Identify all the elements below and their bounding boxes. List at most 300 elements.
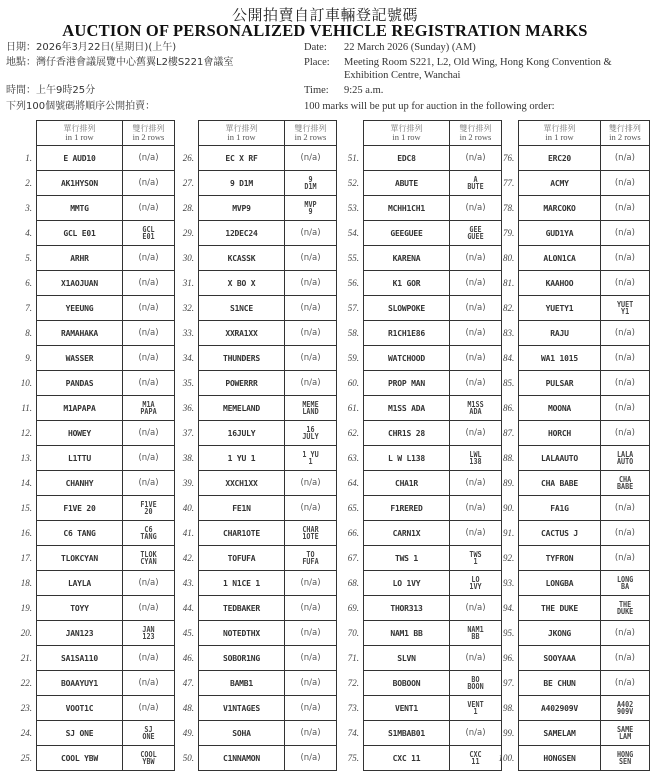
double-line-2: BOON [467, 682, 484, 691]
double-na: (n/a) [138, 428, 159, 438]
double-line-2: 138 [469, 457, 482, 466]
table-row [8, 496, 175, 521]
mark-double-row [123, 746, 175, 771]
mark-single-row: F1RERED [364, 496, 450, 521]
table-row [170, 696, 337, 721]
double-na: (n/a) [300, 253, 321, 263]
header-double-zh: 雙行排列 [608, 124, 641, 133]
double-line-1: C6 [144, 524, 153, 534]
mark-double-row [285, 371, 337, 396]
mark-single-row: SOHA [199, 721, 285, 746]
mark-number: 60. [347, 378, 359, 388]
header-double-en: in 2 rows [294, 132, 327, 142]
double-na: (n/a) [138, 453, 159, 463]
table-row [335, 546, 502, 571]
double-na: (n/a) [614, 228, 635, 238]
double-line-1: SAME [616, 724, 634, 734]
double-na: (n/a) [465, 528, 486, 538]
table-row [8, 171, 175, 196]
mark-number: 47. [182, 678, 194, 688]
double-na: (n/a) [465, 728, 486, 738]
mark-number: 67. [347, 553, 359, 563]
table-header-row [491, 121, 650, 146]
double-line-2: AUTO [616, 457, 634, 466]
mark-number: 23. [20, 703, 32, 713]
mark-number: 12. [20, 428, 32, 438]
double-na: (n/a) [138, 178, 159, 188]
mark-number: 66. [347, 528, 359, 538]
mark-single-row: M1APAPA [37, 396, 123, 421]
mark-number: 77. [502, 178, 515, 188]
mark-number: 30. [182, 253, 194, 263]
mark-double-row [123, 346, 175, 371]
page-title-zh: 公開拍賣自訂車輛登記號碼 [231, 6, 418, 24]
mark-single-row: TOFUFA [199, 546, 285, 571]
double-na: (n/a) [300, 228, 321, 238]
double-na: (n/a) [614, 378, 635, 388]
double-na: (n/a) [465, 253, 486, 263]
double-line-2: YBW [142, 757, 155, 766]
double-na: (n/a) [614, 203, 635, 213]
double-na: (n/a) [138, 478, 159, 488]
table-row [335, 496, 502, 521]
mark-double-row [123, 296, 175, 321]
mark-double-row [285, 346, 337, 371]
mark-double-row [600, 746, 649, 771]
table-row [491, 146, 650, 171]
mark-number: 46. [182, 653, 194, 663]
mark-single-row: HOWEY [37, 421, 123, 446]
double-na: (n/a) [465, 303, 486, 313]
mark-single-row: SLOWPOKE [364, 296, 450, 321]
header-double-row [285, 121, 337, 146]
table-row [8, 671, 175, 696]
mark-single-row: L1TTU [37, 446, 123, 471]
table-row [8, 271, 175, 296]
table-row [170, 246, 337, 271]
double-na: (n/a) [300, 378, 321, 388]
mark-single-row: FE1N [199, 496, 285, 521]
double-line-1: 16 [306, 424, 315, 434]
mark-number: 87. [502, 428, 515, 438]
double-line-1: A [473, 174, 478, 184]
mark-number: 90. [502, 503, 515, 513]
mark-single-row: CXC 11 [364, 746, 450, 771]
table-row [8, 396, 175, 421]
double-line-2: PAPA [140, 407, 157, 416]
mark-single-row: KAAHOO [519, 271, 601, 296]
mark-single-row: POWERRR [199, 371, 285, 396]
mark-number: 26. [182, 153, 194, 163]
double-na: (n/a) [614, 253, 635, 263]
mark-number: 6. [25, 278, 32, 288]
table-header-row [8, 121, 175, 146]
mark-double-row [123, 421, 175, 446]
mark-double-row [600, 621, 649, 646]
double-na: (n/a) [614, 428, 635, 438]
table-row [8, 646, 175, 671]
double-line-1: BO [471, 674, 480, 684]
header-double-zh: 雙行排列 [132, 124, 165, 133]
mark-double-row [600, 571, 649, 596]
mark-double-row [600, 221, 649, 246]
mark-double-row [600, 521, 649, 546]
table-row [170, 546, 337, 571]
mark-single-row: RAMAHAKA [37, 321, 123, 346]
mark-number: 100. [498, 753, 515, 763]
mark-double-row [123, 521, 175, 546]
mark-single-row: GCL E01 [37, 221, 123, 246]
mark-single-row: TWS 1 [364, 546, 450, 571]
mark-double-row [285, 746, 337, 771]
mark-number: 41. [182, 528, 194, 538]
double-line-1: NAM1 [467, 624, 484, 634]
mark-single-row: ABUTE [364, 171, 450, 196]
double-na: (n/a) [300, 628, 321, 638]
double-na: (n/a) [614, 353, 635, 363]
double-line-2: 1 [473, 557, 478, 566]
mark-single-row: XXCH1XX [199, 471, 285, 496]
table-row [8, 746, 175, 771]
table-row [491, 346, 650, 371]
mark-number: 5. [25, 253, 32, 263]
double-line-2: Y1 [620, 307, 629, 316]
double-na: (n/a) [138, 378, 159, 388]
table-row [335, 346, 502, 371]
double-line-1: COOL [140, 749, 157, 759]
date-value: 22 March 2026 (Sunday) (AM) [344, 42, 476, 53]
double-na: (n/a) [614, 653, 635, 663]
table-row [170, 421, 337, 446]
mark-double-row [600, 421, 649, 446]
double-na: (n/a) [138, 253, 159, 263]
double-line-2: SEN [618, 757, 631, 766]
mark-single-row: ACMY [519, 171, 601, 196]
mark-number: 56. [347, 278, 359, 288]
mark-single-row: L W L138 [364, 446, 450, 471]
mark-single-row: YEEUNG [37, 296, 123, 321]
double-line-1: THE [618, 599, 631, 609]
double-line-2: BUTE [467, 182, 484, 191]
table-row [8, 571, 175, 596]
table-row [335, 371, 502, 396]
header-single-zh: 單行排列 [543, 124, 576, 133]
mark-number: 80. [502, 253, 515, 263]
mark-number: 73. [347, 703, 359, 713]
mark-single-row: 9 D1M [199, 171, 285, 196]
mark-single-row: BOAAYUY1 [37, 671, 123, 696]
mark-number: 85. [502, 378, 515, 388]
double-na: (n/a) [138, 353, 159, 363]
table-row [491, 496, 650, 521]
mark-double-row [123, 696, 175, 721]
table-row [335, 621, 502, 646]
mark-number: 79. [502, 228, 515, 238]
double-na: (n/a) [465, 428, 486, 438]
date-label: Date: [304, 42, 327, 53]
double-na: (n/a) [138, 578, 159, 588]
mark-double-row [123, 596, 175, 621]
mark-number: 74. [347, 728, 359, 738]
mark-single-row: X1AOJUAN [37, 271, 123, 296]
mark-double-row [123, 396, 175, 421]
mark-single-row: SA1SA110 [37, 646, 123, 671]
table-row [8, 371, 175, 396]
table-row [8, 446, 175, 471]
table-row [491, 746, 650, 771]
page-title-en: AUCTION OF PERSONALIZED VEHICLE REGISTRATION MARKS [62, 21, 588, 40]
double-na: (n/a) [300, 328, 321, 338]
header-single-zh: 單行排列 [225, 124, 258, 133]
table-row [8, 546, 175, 571]
double-na: (n/a) [465, 203, 486, 213]
mark-number: 83. [502, 328, 515, 338]
header-double-zh: 雙行排列 [459, 124, 492, 133]
double-na: (n/a) [614, 553, 635, 563]
mark-double-row [123, 571, 175, 596]
table-row [170, 521, 337, 546]
mark-number: 65. [347, 503, 359, 513]
mark-single-row: WATCHOOD [364, 346, 450, 371]
table-row [335, 471, 502, 496]
mark-single-row: MOONA [519, 396, 601, 421]
mark-double-row [600, 371, 649, 396]
header-single-en: in 1 row [545, 132, 574, 142]
mark-double-row [600, 546, 649, 571]
double-line-1: LWL [469, 449, 482, 459]
mark-number: 95. [502, 628, 515, 638]
mark-number: 17. [20, 553, 32, 563]
mark-number: 28. [182, 203, 194, 213]
mark-single-row: SLVN [364, 646, 450, 671]
table-row [335, 221, 502, 246]
mark-double-row [600, 596, 649, 621]
double-na: (n/a) [614, 503, 635, 513]
double-line-2: TANG [140, 532, 157, 541]
mark-single-row: ALON1CA [519, 246, 601, 271]
table-row [491, 571, 650, 596]
mark-number: 58. [347, 328, 359, 338]
table-row [335, 246, 502, 271]
double-line-2: CYAN [140, 557, 157, 566]
double-line-2: 20 [144, 507, 153, 516]
mark-number: 55. [347, 253, 359, 263]
header-single-en: in 1 row [65, 132, 94, 142]
table-row [491, 621, 650, 646]
mark-number: 97. [502, 678, 515, 688]
mark-single-row: NOTEDTHX [199, 621, 285, 646]
mark-single-row: VOOT1C [37, 696, 123, 721]
mark-double-row [285, 421, 337, 446]
mark-double-row [600, 446, 649, 471]
mark-single-row: M1SS ADA [364, 396, 450, 421]
mark-single-row: MMTG [37, 196, 123, 221]
mark-single-row: EC X RF [199, 146, 285, 171]
double-line-1: TWS [469, 549, 482, 559]
mark-number: 84. [502, 353, 515, 363]
mark-double-row [600, 246, 649, 271]
double-line-1: YUET [616, 299, 634, 309]
place-value: Meeting Room S221, L2, Old Wing, Hong Kong Convention & Exhibition Centre, Wanchai [344, 57, 612, 81]
mark-single-row: SJ ONE [37, 721, 123, 746]
double-na: (n/a) [300, 728, 321, 738]
table-row [170, 446, 337, 471]
mark-number: 38. [182, 453, 194, 463]
mark-single-row: CARN1X [364, 521, 450, 546]
mark-number: 37. [182, 428, 194, 438]
table-row [8, 296, 175, 321]
mark-number: 27. [182, 178, 194, 188]
double-line-1: SJ [144, 724, 153, 734]
mark-number: 22. [20, 678, 32, 688]
double-line-1: F1VE [140, 499, 157, 509]
double-na: (n/a) [300, 153, 321, 163]
mark-number: 62. [347, 428, 359, 438]
mark-double-row [285, 646, 337, 671]
mark-single-row: CHANHY [37, 471, 123, 496]
mark-single-row: GEEGUEE [364, 221, 450, 246]
mark-single-row: SAMELAM [519, 721, 601, 746]
mark-single-row: BE CHUN [519, 671, 601, 696]
table-row [170, 221, 337, 246]
mark-number: 39. [182, 478, 194, 488]
table-row [491, 421, 650, 446]
mark-double-row [600, 146, 649, 171]
header-blank [491, 121, 519, 146]
header-single-en: in 1 row [392, 132, 421, 142]
mark-number: 99. [502, 728, 515, 738]
table-row [491, 196, 650, 221]
table-row [491, 246, 650, 271]
mark-number: 50. [182, 753, 194, 763]
mark-number: 59. [347, 353, 359, 363]
mark-single-row: C1NNAMON [199, 746, 285, 771]
header-double-en: in 2 rows [132, 132, 165, 142]
double-line-1: 1 YU [302, 449, 319, 459]
mark-number: 51. [347, 153, 359, 163]
mark-single-row: V1NTAGES [199, 696, 285, 721]
mark-double-row [123, 371, 175, 396]
mark-double-row [123, 471, 175, 496]
mark-single-row: LO 1VY [364, 571, 450, 596]
mark-number: 75. [347, 753, 359, 763]
table-row [8, 521, 175, 546]
double-line-2: 909V [616, 707, 634, 716]
mark-single-row: GUD1YA [519, 221, 601, 246]
double-line-1: TLOK [140, 549, 157, 559]
table-row [335, 146, 502, 171]
mark-single-row: A402909V [519, 696, 601, 721]
double-na: (n/a) [465, 503, 486, 513]
mark-number: 15. [20, 503, 32, 513]
mark-double-row [285, 171, 337, 196]
header-double-en: in 2 rows [459, 132, 492, 142]
table-row [491, 221, 650, 246]
double-line-1: MEME [302, 399, 319, 409]
double-line-1: GEE [469, 224, 482, 234]
table-row [8, 246, 175, 271]
table-row [491, 521, 650, 546]
mark-number: 11. [21, 403, 32, 413]
table-row [170, 596, 337, 621]
table-row [491, 721, 650, 746]
mark-number: 9. [25, 353, 32, 363]
mark-single-row: JKONG [519, 621, 601, 646]
mark-double-row [285, 221, 337, 246]
double-line-2: JULY [302, 432, 319, 441]
mark-number: 13. [20, 453, 32, 463]
table-row [170, 171, 337, 196]
order-zh: 下列100個號碼將順序公開拍賣： [6, 101, 156, 112]
table-header-row [335, 121, 502, 146]
mark-single-row: HONGSEN [519, 746, 601, 771]
table-row [8, 596, 175, 621]
double-line-1: A402 [616, 699, 634, 709]
mark-single-row: SOBOR1NG [199, 646, 285, 671]
mark-number: 21. [20, 653, 32, 663]
mark-single-row: LALAAUTO [519, 446, 601, 471]
mark-single-row: ARHR [37, 246, 123, 271]
mark-number: 19. [20, 603, 32, 613]
table-row [170, 396, 337, 421]
mark-number: 82. [502, 303, 515, 313]
mark-number: 52. [347, 178, 359, 188]
mark-number: 53. [347, 203, 359, 213]
double-line-2: BA [620, 582, 629, 591]
header-blank [335, 121, 364, 146]
mark-number: 70. [347, 628, 359, 638]
mark-double-row [600, 721, 649, 746]
table-row [170, 621, 337, 646]
mark-double-row [600, 471, 649, 496]
double-line-2: 9 [308, 207, 313, 216]
double-line-1: 9 [308, 174, 313, 184]
time-en [304, 84, 634, 97]
time-label: Time: [304, 85, 329, 96]
double-na: (n/a) [138, 653, 159, 663]
mark-single-row: TYFRON [519, 546, 601, 571]
double-na: (n/a) [614, 678, 635, 688]
mark-number: 29. [182, 228, 194, 238]
mark-double-row [285, 571, 337, 596]
order-en: 100 marks will be put up for auction in the following order: [304, 101, 555, 112]
mark-number: 94. [502, 603, 515, 613]
table-row [491, 321, 650, 346]
mark-number: 36. [182, 403, 194, 413]
double-line-2: FUFA [302, 557, 319, 566]
mark-single-row: SOOYAAA [519, 646, 601, 671]
double-na: (n/a) [300, 678, 321, 688]
mark-double-row [600, 396, 649, 421]
mark-single-row: MEMELAND [199, 396, 285, 421]
double-na: (n/a) [138, 153, 159, 163]
mark-single-row: S1MBAB01 [364, 721, 450, 746]
mark-single-row: S1NCE [199, 296, 285, 321]
double-na: (n/a) [465, 353, 486, 363]
mark-number: 78. [502, 203, 515, 213]
double-na: (n/a) [614, 528, 635, 538]
mark-single-row: KCASSK [199, 246, 285, 271]
mark-single-row: 16JULY [199, 421, 285, 446]
mark-single-row: THE DUKE [519, 596, 601, 621]
double-na: (n/a) [300, 603, 321, 613]
header-single-zh: 單行排列 [390, 124, 423, 133]
table-row [335, 171, 502, 196]
table-row [170, 271, 337, 296]
mark-single-row: CHA BABE [519, 471, 601, 496]
table-row [335, 696, 502, 721]
table-row [170, 671, 337, 696]
